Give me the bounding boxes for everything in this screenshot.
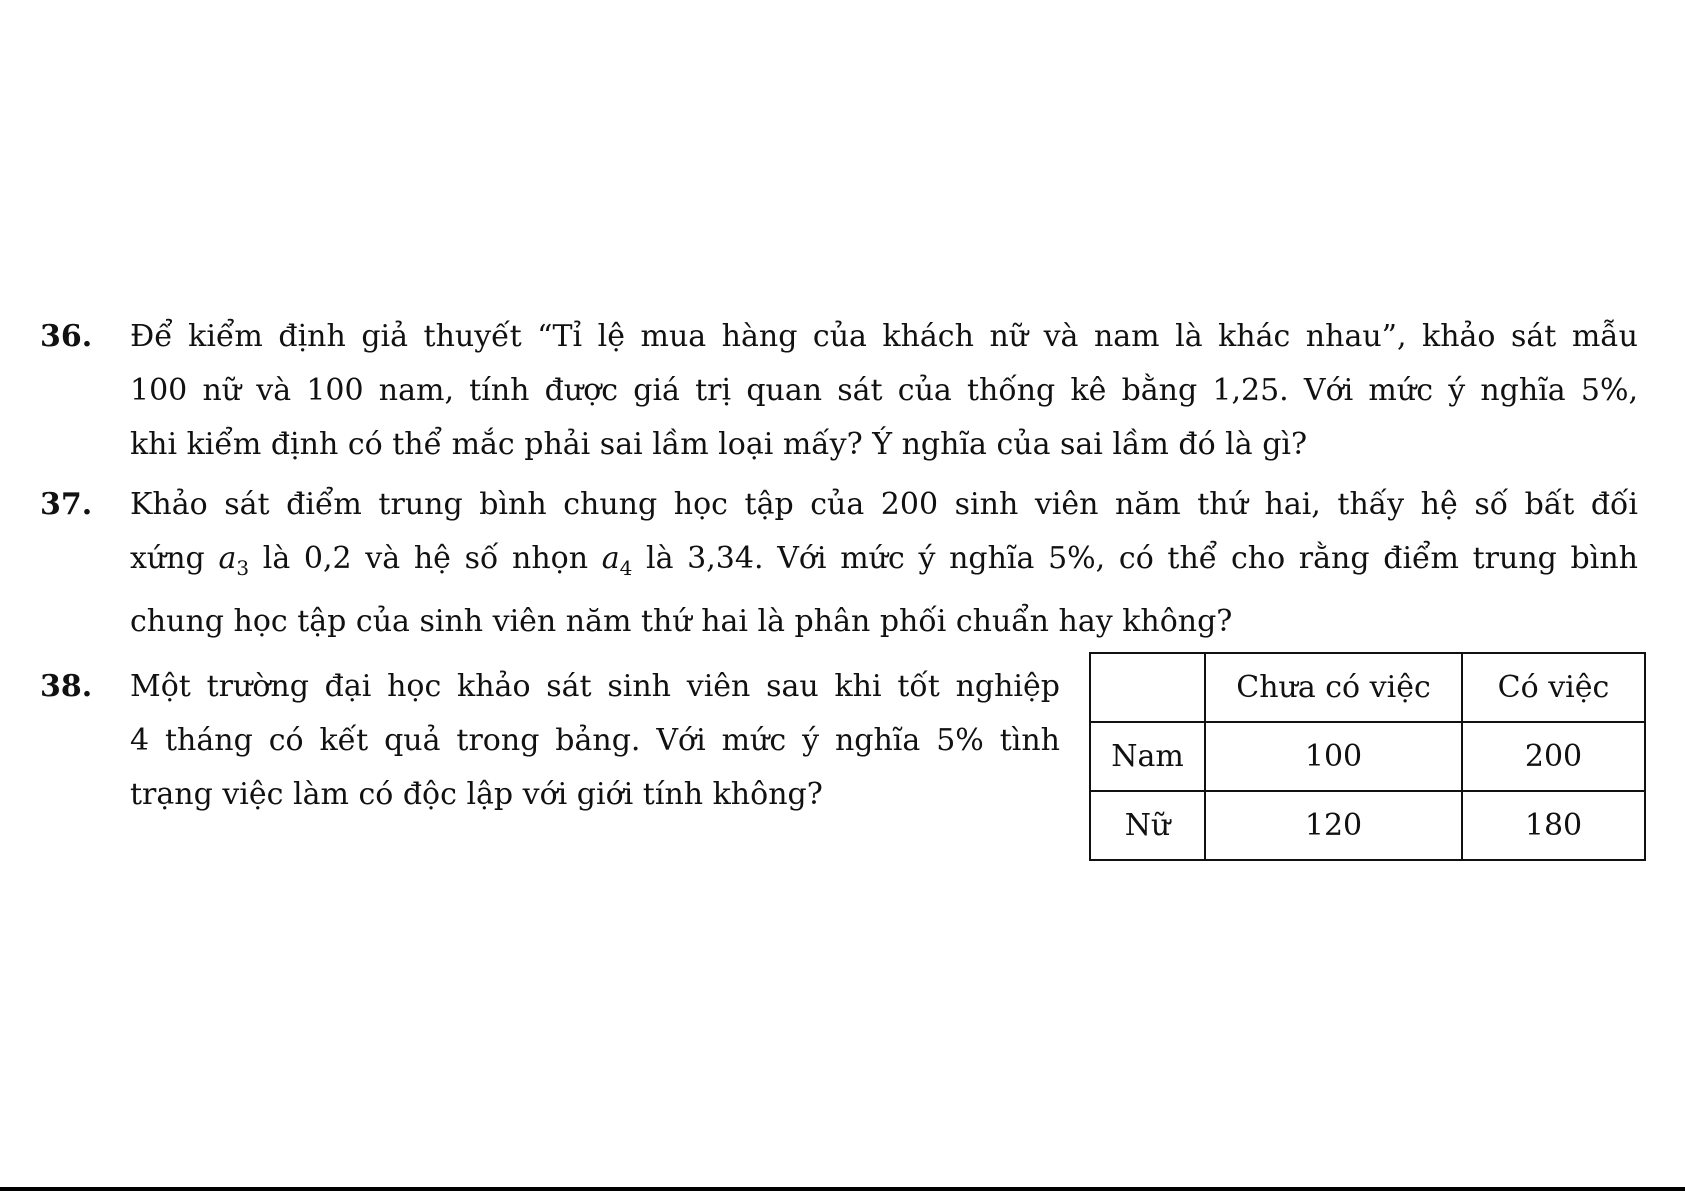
text-segment: là 0,2 và hệ số nhọn [249,541,602,576]
symbol-a4 [601,541,633,580]
text-line: chung học tập của sinh viên năm thứ hai là phân phối chuẩn hay không? [130,604,1233,639]
problem-text [130,478,1638,649]
problem-number: 36. [40,319,93,354]
symbol-a3 [218,541,250,580]
table-header-cell: Có việc [1462,653,1645,722]
text-line: Khảo sát điểm trung bình chung học tập của 200 sinh viên năm thứ hai, thấy hệ số bất đối [130,487,1638,522]
table-cell: 200 [1462,722,1645,791]
symbol-letter: a [218,541,237,576]
table-row [1090,791,1645,860]
problem-text [130,660,1060,822]
table-cell: 120 [1205,791,1462,860]
table-header-cell [1090,653,1205,722]
symbol-subscript: 3 [236,556,250,580]
employment-gender-table [1089,652,1646,861]
bottom-border [0,1187,1685,1191]
table-header-cell: Chưa có việc [1205,653,1462,722]
text-line [130,532,1638,595]
problem-text [130,310,1638,472]
table-row-label: Nữ [1090,791,1205,860]
table-header-row [1090,653,1645,722]
symbol-letter: a [601,541,620,576]
text-line: khi kiểm định có thể mắc phải sai lầm loại mấy? Ý nghĩa của sai lầm đó là gì? [130,427,1308,462]
text-segment: xứng [130,541,219,576]
text-line: Để kiểm định giả thuyết “Tỉ lệ mua hàng của khách nữ và nam là khác nhau”, khảo sát mẫu [130,319,1638,354]
text-line: trạng việc làm có độc lập với giới tính không? [130,777,823,812]
text-line: 100 nữ và 100 nam, tính được giá trị quan sát của thống kê bằng 1,25. Với mức ý nghĩa 5%, [130,373,1638,408]
table-row [1090,722,1645,791]
symbol-subscript: 4 [619,556,633,580]
table-cell: 180 [1462,791,1645,860]
problem-number: 37. [40,487,93,522]
text-line: 4 tháng có kết quả trong bảng. Với mức ý nghĩa 5% tình [130,723,1060,758]
text-line: Một trường đại học khảo sát sinh viên sau khi tốt nghiệp [130,669,1060,704]
table-cell: 100 [1205,722,1462,791]
problem-number: 38. [40,669,93,704]
table-row-label: Nam [1090,722,1205,791]
text-segment: là 3,34. Với mức ý nghĩa 5%, có thể cho rằng điểm trung bình [632,541,1638,576]
